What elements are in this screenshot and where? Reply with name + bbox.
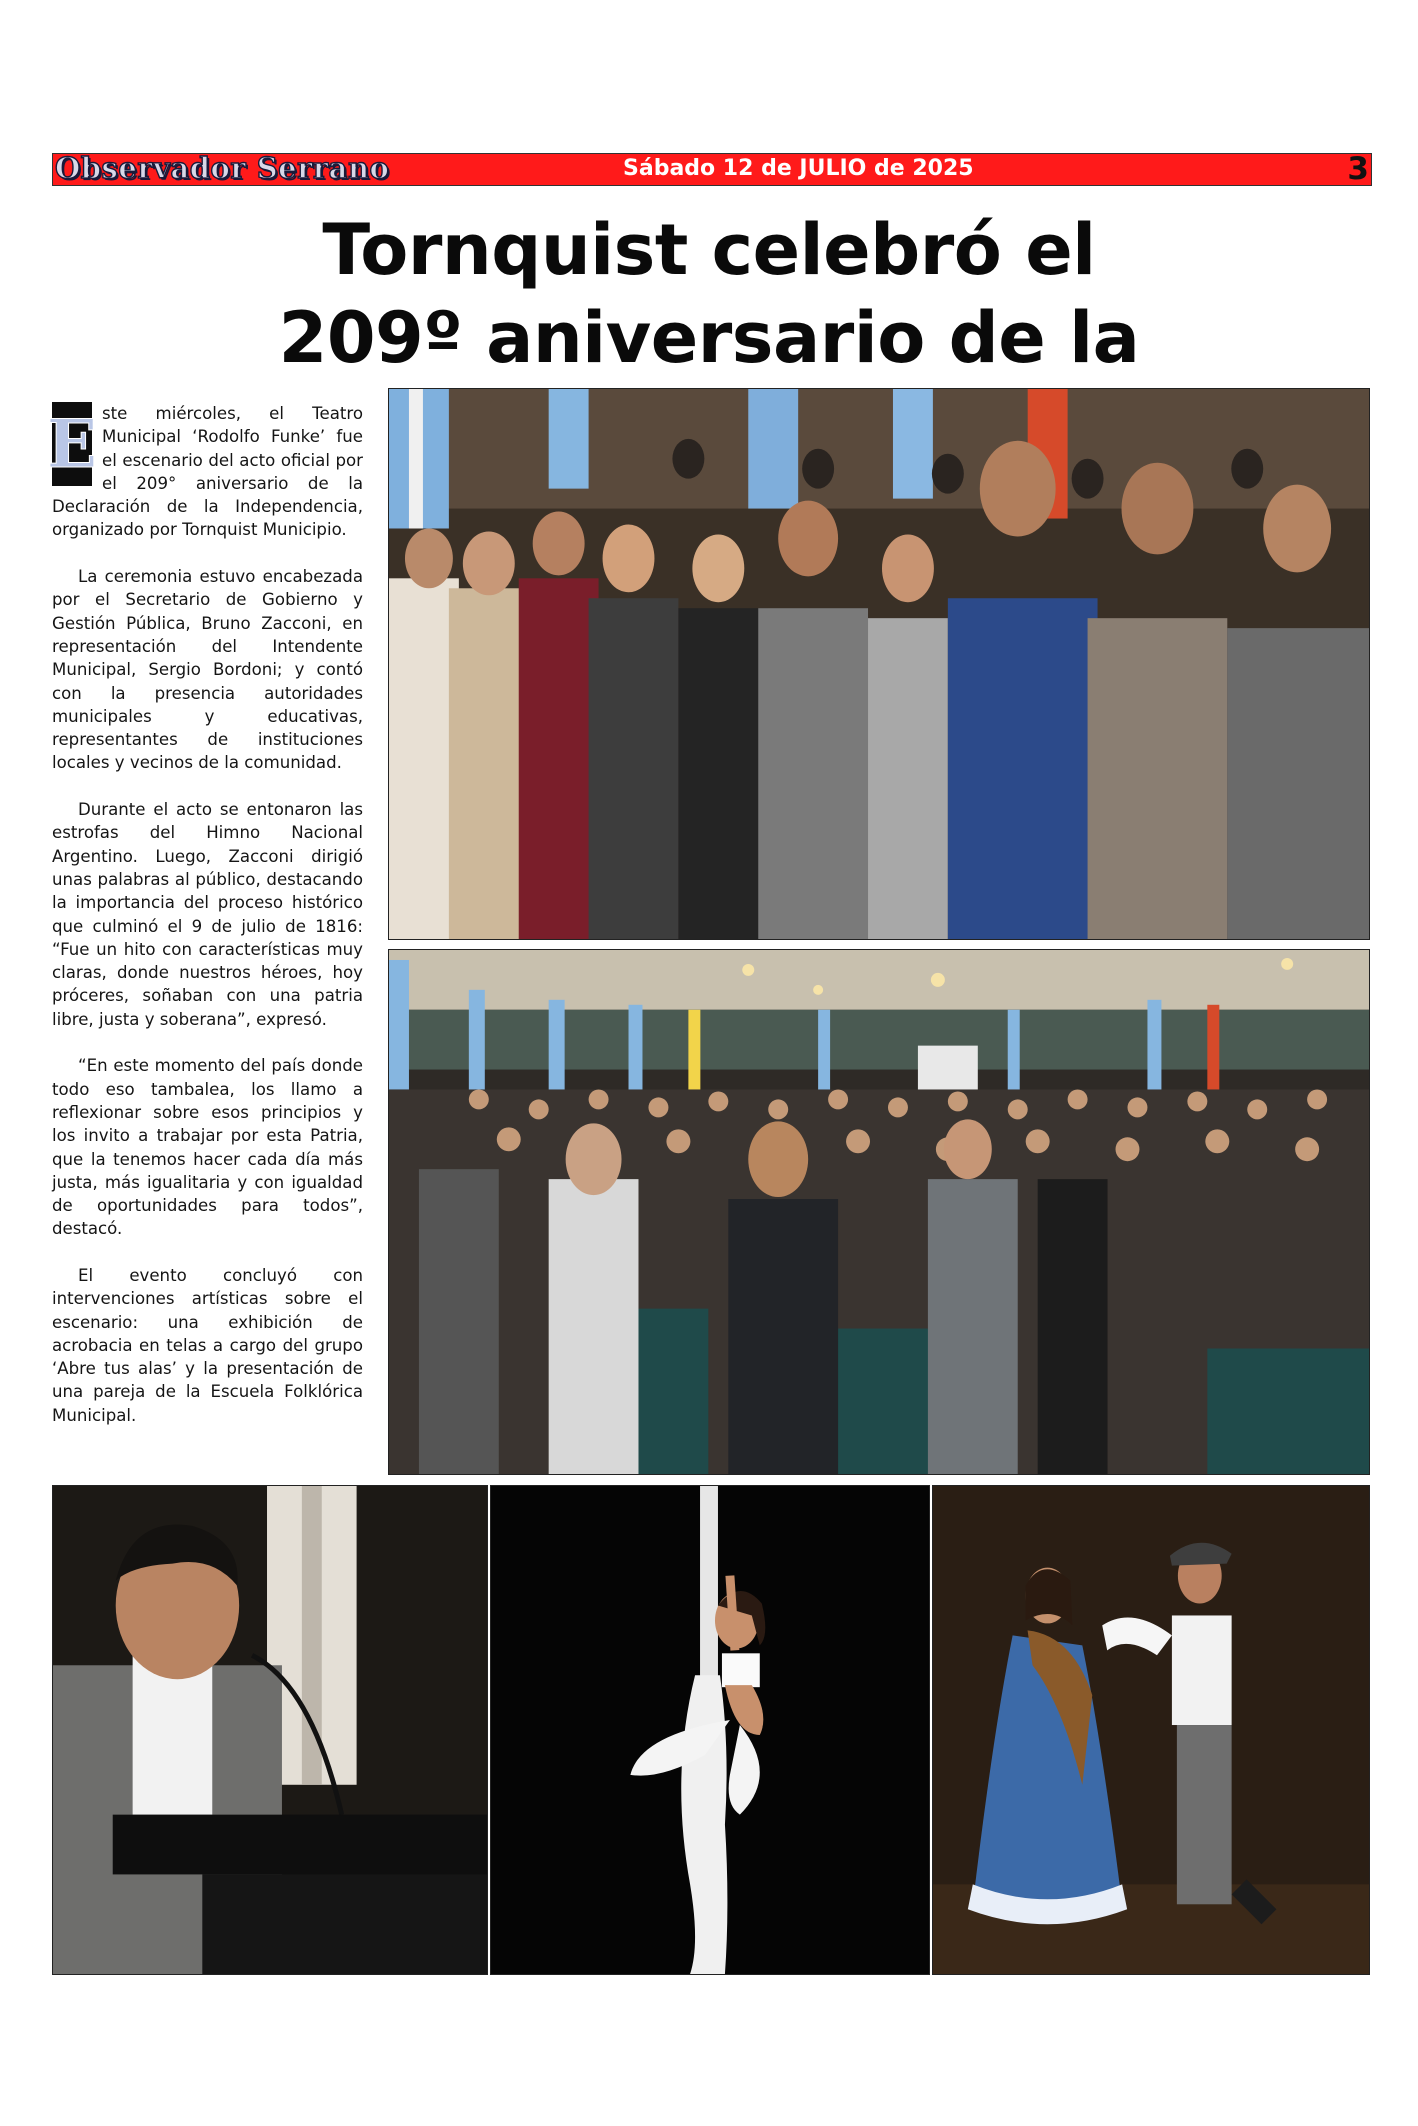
- article-paragraph-2: La ceremonia estuvo encabezada por el Secretario de Gobierno y Gestión Pública, Bruno Zacconi, en representación del Intendente Municipal, Sergio Bordoni; y contó con la presencia autoridades municipales y educativas, representantes de instituciones locales y vecinos de la comunidad.: [52, 567, 363, 773]
- page-number: 3: [1347, 151, 1369, 187]
- photo-aerial-illustration: [491, 1486, 929, 1974]
- article-paragraph-4: “En este momento del país donde todo eso tambalea, los llamo a reflexionar sobre esos principios y los invito a trabajar por esta Patria, que la tenemos hacer cada día más justa, más igualitaria y con igualdad de oportunidades para todos”, destacó.: [52, 1056, 363, 1239]
- headline-line-2: 209º aniversario de la: [278, 297, 1140, 379]
- masthead-logo: Observador Serrano: [55, 151, 390, 185]
- photo-speaker-podium: [52, 1485, 488, 1975]
- photo-speaker-illustration: [53, 1486, 487, 1974]
- photo-dancers-illustration: [933, 1486, 1369, 1974]
- photo-officials-illustration: [389, 389, 1369, 939]
- paragraph-text: ste miércoles, el Teatro Municipal ‘Rodolfo Funke’ fue el escenario del acto oficial por el 209° aniversario de la Declaración de la Independencia, organizado por Tornquist Municipio.: [52, 404, 363, 540]
- headline-line-1: Tornquist celebró el: [322, 209, 1096, 291]
- header-bar: [52, 153, 1372, 186]
- article-paragraph-1: [46, 402, 363, 542]
- article-paragraph-5: El evento concluyó con intervenciones artísticas sobre el escenario: una exhibición de acrobacia en telas a cargo del grupo ‘Abre tus alas’ y la presentación de una pareja de la Escuela Folklórica Municipal.: [52, 1265, 363, 1425]
- photo-theater-audience: [388, 949, 1370, 1475]
- photo-folk-dancers: [932, 1485, 1370, 1975]
- photo-audience-illustration: [389, 950, 1369, 1474]
- article-body: [46, 402, 363, 1450]
- photo-officials-standing: [388, 388, 1370, 940]
- article-paragraph-3: Durante el acto se entonaron las estrofas del Himno Nacional Argentino. Luego, Zacconi dirigió unas palabras al público, destacando la importancia del proceso histórico que culminó el 9 de julio de 1816: “Fue un hito con características muy claras, donde nuestros héroes, hoy próceres, soñaban con una patria libre, justa y soberana”, expresó.: [52, 800, 363, 1029]
- issue-date: Sábado 12 de JULIO de 2025: [623, 156, 974, 181]
- photo-aerial-acrobat: [490, 1485, 930, 1975]
- drop-cap: [46, 402, 98, 486]
- drop-cap-letter: E: [46, 405, 98, 483]
